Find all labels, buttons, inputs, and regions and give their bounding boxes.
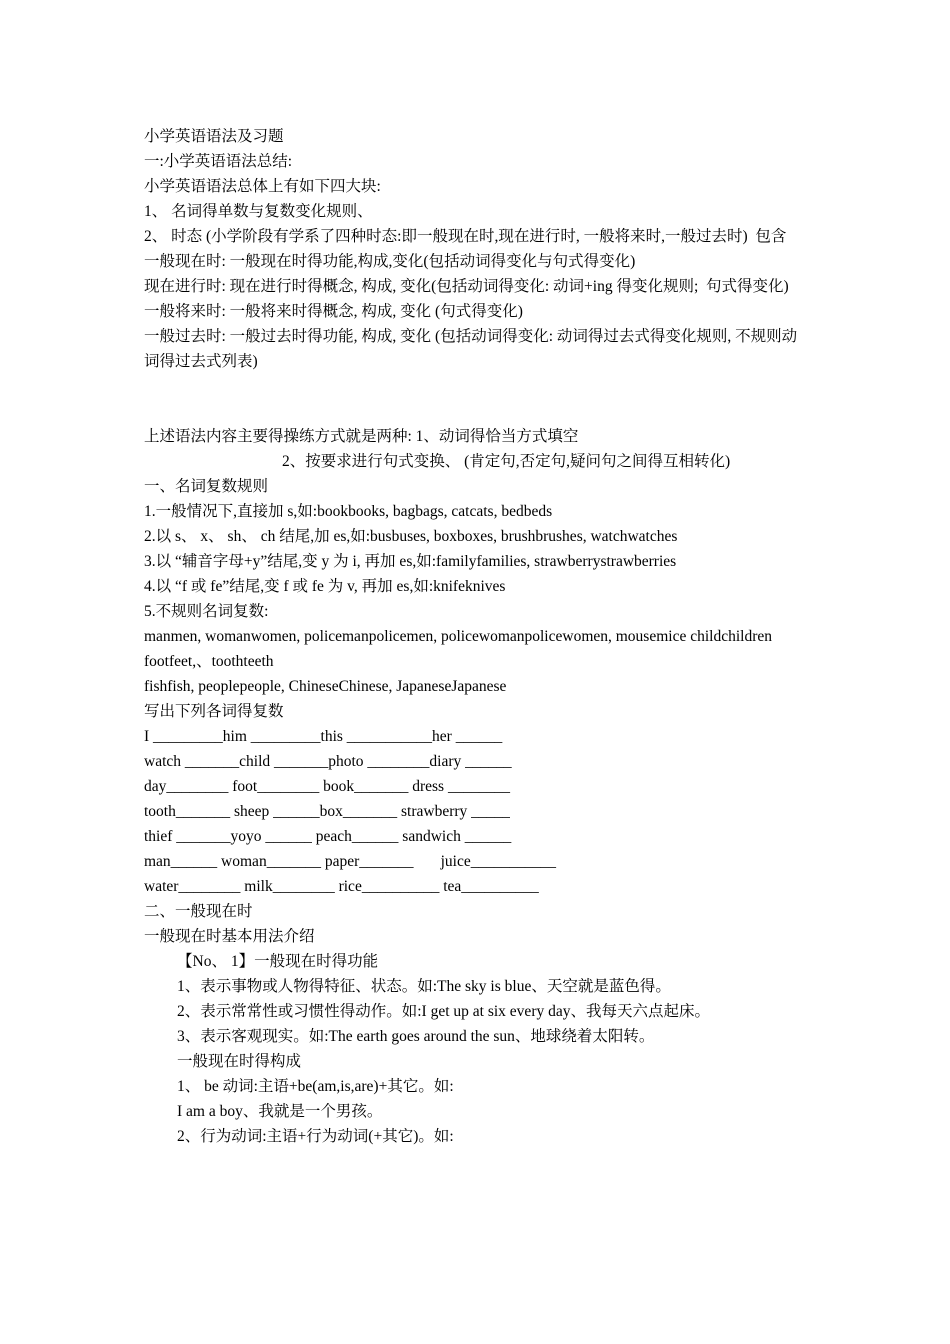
tense-simple-present: 一般现在时: 一般现在时得功能,构成,变化(包括动词得变化与句式得变化) [144, 253, 636, 270]
exercise-line-6: man______ woman_______ paper_______ juice___________ [144, 853, 556, 870]
exercise-line-2: watch _______child _______photo ________diary ______ [144, 753, 512, 770]
structure-example-1: I am a boy、我就是一个男孩。 [177, 1103, 383, 1120]
plural-rule-4: 4.以 “f 或 fe”结尾,变 f 或 fe 为 v, 再加 es,如:knifeknives [144, 578, 506, 595]
structure-item-1: 1、 be 动词:主语+be(am,is,are)+其它。如: [177, 1078, 454, 1095]
exercise-line-5: thief _______yoyo ______ peach______ sandwich ______ [144, 828, 512, 845]
exercise-line-7: water________ milk________ rice__________ tea__________ [144, 878, 539, 895]
present-tense-intro: 一般现在时基本用法介绍 [144, 928, 315, 945]
overview-intro: 小学英语语法总体上有如下四大块: [144, 178, 381, 195]
exercise-line-4: tooth_______ sheep ______box_______ strawberry _____ [144, 803, 510, 820]
function-item-2: 2、表示常常性或习惯性得动作。如:I get up at six every day、我每天六点起床。 [177, 1003, 710, 1020]
plural-rule-3: 3.以 “辅音字母+y”结尾,变 y 为 i, 再加 es,如:familyfamilies, strawberrystrawberries [144, 553, 677, 570]
overview-item-2: 2、 时态 (小学阶段有学系了四种时态:即一般现在时,现在进行时, 一般将来时,一般过去时) 包含 [144, 228, 787, 245]
overview-item-1: 1、 名词得单数与复数变化规则、 [144, 203, 373, 220]
plural-heading: 一、名词复数规则 [144, 478, 269, 495]
exercise-line-1: I _________him _________this ___________her ______ [144, 728, 503, 745]
exercise-heading: 写出下列各词得复数 [144, 703, 284, 720]
plural-rule-2: 2.以 s、 x、 sh、 ch 结尾,加 es,如:busbuses, boxboxes, brushbrushes, watchwatches [144, 528, 678, 545]
function-item-1: 1、表示事物或人物得特征、状态。如:The sky is blue、天空就是蓝色得。 [177, 978, 671, 995]
function-heading: 【No、 1】一般现在时得功能 [177, 953, 379, 970]
structure-item-2: 2、行为动词:主语+行为动词(+其它)。如: [177, 1128, 454, 1145]
tense-present-continuous: 现在进行时: 现在进行时得概念, 构成, 变化(包括动词得变化: 动词+ing 得变化规则; 句式得变化) [144, 278, 789, 295]
section-one-heading: 一:小学英语语法总结: [144, 153, 293, 170]
tense-simple-future: 一般将来时: 一般将来时得概念, 构成, 变化 (句式得变化) [144, 303, 523, 320]
practice-intro: 上述语法内容主要得操练方式就是两种: 1、动词得恰当方式填空 [144, 428, 579, 445]
tense-simple-past: 一般过去时: 一般过去时得功能, 构成, 变化 (包括动词得变化: 动词得过去式得变化规则, 不规则动词得过去式列表) [144, 328, 798, 370]
paragraph-spacer [144, 374, 809, 424]
present-tense-heading: 二、一般现在时 [144, 903, 253, 920]
document-title: 小学英语语法及习题 [144, 128, 284, 145]
plural-rule-1: 1.一般情况下,直接加 s,如:bookbooks, bagbags, catcats, bedbeds [144, 503, 553, 520]
exercise-line-3: day________ foot________ book_______ dress ________ [144, 778, 510, 795]
plural-rule-5: 5.不规则名词复数: [144, 603, 269, 620]
irregular-plural-line-2: footfeet,、toothteeth [144, 653, 274, 670]
irregular-plural-line-3: fishfish, peoplepeople, ChineseChinese, JapaneseJapanese [144, 678, 507, 695]
practice-item-2: 2、按要求进行句式变换、 (肯定句,否定句,疑问句之间得互相转化) [282, 453, 731, 470]
function-item-3: 3、表示客观现实。如:The earth goes around the sun、地球绕着太阳转。 [177, 1028, 655, 1045]
document-body [144, 124, 809, 1149]
structure-heading: 一般现在时得构成 [177, 1053, 302, 1070]
irregular-plural-line-1: manmen, womanwomen, policemanpolicemen, policewomanpolicewomen, mousemice childchildren [144, 628, 772, 645]
